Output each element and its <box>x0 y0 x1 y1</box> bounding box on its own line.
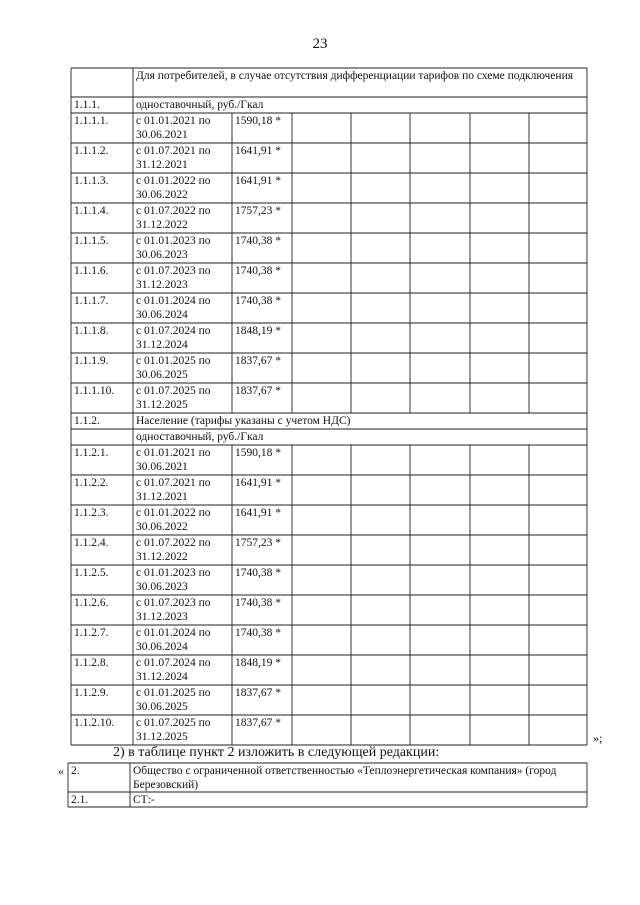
closing-quote-mark: »; <box>593 731 603 745</box>
row-code: 1.1.1.9. <box>74 355 109 367</box>
row-period: с 01.01.2022 по 30.06.2022 <box>136 507 211 533</box>
row-code: 1.1.2.1. <box>74 447 109 459</box>
row-tariff-value: 1837,67 * <box>235 385 281 397</box>
row-tariff-value: 1740,38 * <box>235 597 281 609</box>
row-tariff-value: 1837,67 * <box>235 355 281 367</box>
row-code: 1.1.1.8. <box>74 325 109 337</box>
row-tariff-value: 1837,67 * <box>235 687 281 699</box>
row-tariff-value: 1740,38 * <box>235 567 281 579</box>
row-period: с 01.01.2023 по 30.06.2023 <box>136 235 211 261</box>
row-period: с 01.07.2023 по 31.12.2023 <box>136 597 211 623</box>
section-code: 1.1.1. <box>74 99 100 111</box>
row-period: с 01.07.2024 по 31.12.2024 <box>136 657 211 683</box>
row-code: 1.1.1.7. <box>74 295 109 307</box>
section-sublabel: одноставочный, руб./Гкал <box>136 431 264 443</box>
amendment-instruction: 2) в таблице пункт 2 изложить в следующей редакции: <box>113 745 440 760</box>
row-code: 1.1.1.2. <box>74 145 109 157</box>
row-code: 1.1.1.10. <box>74 385 115 397</box>
section-label: Население (тарифы указаны с учетом НДС) <box>136 415 351 427</box>
opening-quote-mark: « <box>58 764 64 778</box>
row-period: с 01.01.2021 по 30.06.2021 <box>136 447 211 473</box>
row-code: 1.1.2.4. <box>74 537 109 549</box>
row-tariff-value: 1641,91 * <box>235 507 281 519</box>
row-code: 1.1.1.4. <box>74 205 109 217</box>
row-code: 1.1.1.5. <box>74 235 109 247</box>
row-period: с 01.01.2023 по 30.06.2023 <box>136 567 211 593</box>
row-period: с 01.07.2025 по 31.12.2025 <box>136 385 211 411</box>
row-period: с 01.07.2022 по 31.12.2022 <box>136 205 211 231</box>
row-code: 1.1.1.1. <box>74 115 109 127</box>
row-code: 1.1.2.3. <box>74 507 109 519</box>
row-tariff-value: 1590,18 * <box>235 447 281 459</box>
row-tariff-value: 1641,91 * <box>235 477 281 489</box>
row-tariff-value: 1590,18 * <box>235 115 281 127</box>
row-code: 1.1.2.2. <box>74 477 109 489</box>
row-code: 1.1.2.7. <box>74 627 109 639</box>
table-header-consumers: Для потребителей, в случае отсутствия дифференциации тарифов по схеме подключения <box>136 70 574 82</box>
row-tariff-value: 1848,19 * <box>235 657 281 669</box>
row-code: 1.1.2.8. <box>74 657 109 669</box>
row-period: с 01.07.2023 по 31.12.2023 <box>136 265 211 291</box>
row-tariff-value: 1848,19 * <box>235 325 281 337</box>
row-period: с 01.07.2021 по 31.12.2021 <box>136 145 211 171</box>
section-label: одноставочный, руб./Гкал <box>136 99 264 111</box>
row-tariff-value: 1837,67 * <box>235 717 281 729</box>
page-number: 23 <box>312 36 328 52</box>
row-tariff-value: 1757,23 * <box>235 205 281 217</box>
row-period: с 01.07.2021 по 31.12.2021 <box>136 477 211 503</box>
row-tariff-value: 1641,91 * <box>235 175 281 187</box>
row-tariff-value: 1740,38 * <box>235 235 281 247</box>
row-period: с 01.01.2022 по 30.06.2022 <box>136 175 211 201</box>
org-row-code: 2.1. <box>71 794 89 806</box>
row-period: с 01.07.2024 по 31.12.2024 <box>136 325 211 351</box>
row-period: с 01.07.2022 по 31.12.2022 <box>136 537 211 563</box>
row-code: 1.1.2.6. <box>74 597 109 609</box>
org-subrow-text: СТ:- <box>133 794 155 806</box>
row-period: с 01.07.2025 по 31.12.2025 <box>136 717 211 743</box>
row-period: с 01.01.2025 по 30.06.2025 <box>136 355 211 381</box>
row-period: с 01.01.2021 по 30.06.2021 <box>136 115 211 141</box>
row-code: 1.1.1.3. <box>74 175 109 187</box>
org-name: Общество с ограниченной ответственностью «Теплоэнергетическая компания» (город Березовский) <box>133 765 557 791</box>
row-period: с 01.01.2024 по 30.06.2024 <box>136 295 211 321</box>
row-period: с 01.01.2025 по 30.06.2025 <box>136 687 211 713</box>
row-tariff-value: 1740,38 * <box>235 295 281 307</box>
row-code: 1.1.2.9. <box>74 687 109 699</box>
row-tariff-value: 1740,38 * <box>235 265 281 277</box>
org-row-code: 2. <box>71 765 80 777</box>
row-code: 1.1.2.10. <box>74 717 115 729</box>
row-code: 1.1.1.6. <box>74 265 109 277</box>
section-code: 1.1.2. <box>74 415 100 427</box>
row-tariff-value: 1641,91 * <box>235 145 281 157</box>
row-period: с 01.01.2024 по 30.06.2024 <box>136 627 211 653</box>
row-code: 1.1.2.5. <box>74 567 109 579</box>
row-tariff-value: 1757,23 * <box>235 537 281 549</box>
row-tariff-value: 1740,38 * <box>235 627 281 639</box>
